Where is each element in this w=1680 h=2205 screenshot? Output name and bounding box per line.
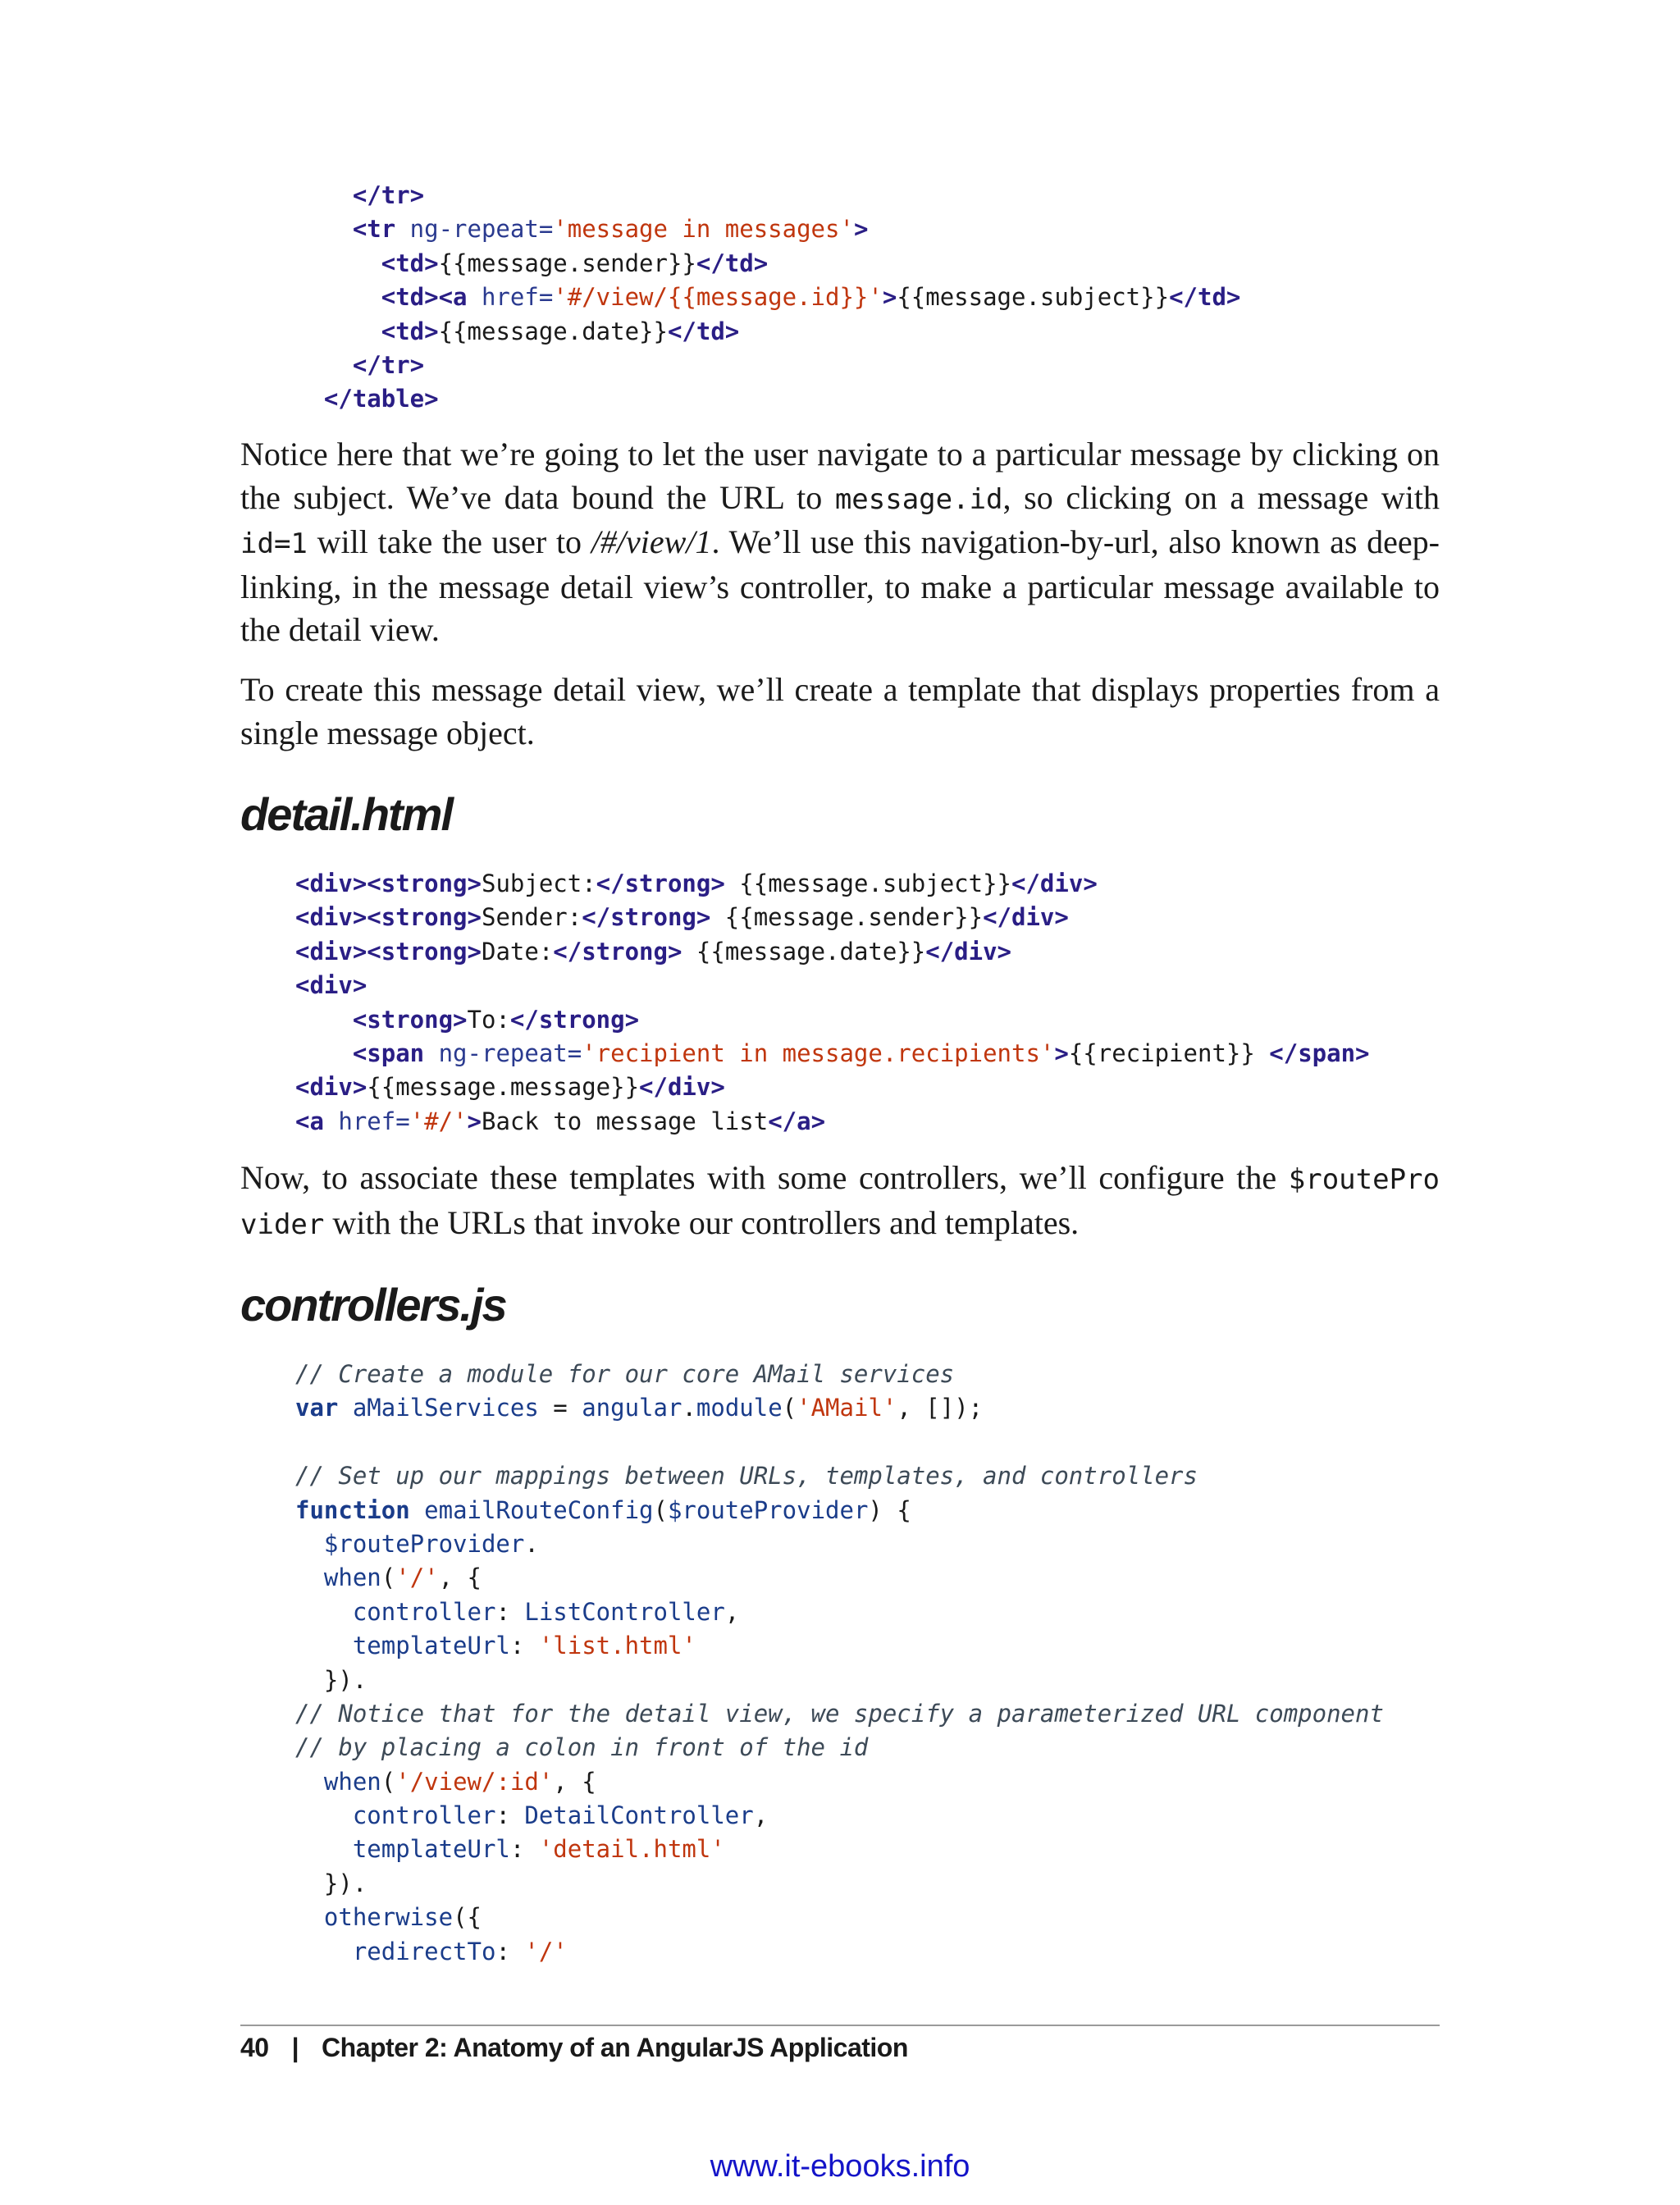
code-token: {{message.subject}} [897, 283, 1170, 312]
code-token: 'message in messages' [553, 215, 854, 244]
code-token: aMailServices [338, 1394, 539, 1422]
code-line [295, 1527, 1384, 1561]
code-token: // Create a module for our core AMail services [295, 1360, 955, 1388]
inline-code: message.id [834, 482, 1003, 516]
text: Now, to associate these templates with some controllers, we’ll configure the [240, 1159, 1289, 1196]
code-line [295, 867, 1370, 901]
code-token: , { [553, 1767, 596, 1796]
code-token: <td> [295, 249, 439, 277]
code-block-detail-html [295, 867, 1370, 1139]
code-token: : [509, 1835, 539, 1864]
code-token: $routeProvider [667, 1495, 869, 1524]
code-line [295, 1071, 1370, 1104]
watermark-link[interactable]: www.it-ebooks.info [710, 2149, 970, 2184]
code-token: </tr> [295, 350, 425, 379]
code-token: '#/view/{{message.id}}' [553, 283, 883, 312]
code-line [295, 315, 1240, 349]
text: with the URLs that invoke our controllers and templates. [324, 1203, 1080, 1241]
code-line [295, 1833, 1384, 1866]
emphasis-url: /#/view/1 [591, 523, 712, 560]
code-token: ng-repeat= [395, 215, 554, 244]
code-token: href= [467, 283, 554, 312]
code-token: templateUrl [295, 1632, 510, 1660]
code-token: </div> [639, 1073, 725, 1102]
inline-code: $routePro vider [240, 1163, 1440, 1241]
code-line [295, 1765, 1384, 1799]
code-token: : [495, 1937, 525, 1965]
code-line [295, 1596, 1384, 1629]
code-token: </td> [696, 249, 769, 277]
code-token: . [524, 1529, 539, 1558]
code-line [295, 1003, 1370, 1037]
code-token: '/' [395, 1564, 439, 1592]
text: will take the user to [307, 523, 591, 560]
code-token: $routeProvider [295, 1529, 525, 1558]
footer-rule [240, 2025, 1440, 2026]
code-token: '#/' [409, 1107, 468, 1135]
code-token: </div> [983, 903, 1069, 932]
code-token: ( [381, 1767, 396, 1796]
code-token: <div><strong> [295, 937, 482, 966]
code-token: > [467, 1107, 482, 1135]
code-line [295, 349, 1240, 382]
page-footer [240, 2033, 908, 2063]
code-line [295, 1561, 1384, 1595]
code-line [295, 935, 1370, 969]
code-token: controller [295, 1801, 496, 1830]
code-token: 'recipient in message.recipients' [582, 1039, 1055, 1067]
code-token: > [1054, 1039, 1069, 1067]
code-token: : [509, 1632, 539, 1660]
code-token: </td> [667, 317, 740, 345]
code-token: {{message.date}} [438, 317, 668, 345]
code-line [295, 1731, 1384, 1764]
code-line [295, 1391, 1384, 1425]
code-token: </span> [1269, 1039, 1370, 1067]
code-token: ListController [524, 1597, 725, 1626]
heading-detail-html: detail.html [240, 788, 453, 840]
code-token: emailRouteConfig [409, 1495, 654, 1524]
code-token: </div> [925, 937, 1012, 966]
code-token: > [853, 215, 869, 244]
code-line [295, 901, 1370, 934]
code-token: }). [295, 1665, 368, 1694]
code-token: // Set up our mappings between URLs, templates, and controllers [295, 1462, 1198, 1491]
code-token: : [495, 1801, 525, 1830]
code-token: controller [295, 1597, 496, 1626]
code-token: </a> [768, 1107, 826, 1135]
code-token: var [295, 1394, 339, 1422]
code-token: otherwise [295, 1903, 454, 1932]
code-token: // Notice that for the detail view, we specify a parameterized URL component [295, 1699, 1384, 1728]
paragraph-route-provider [240, 1157, 1440, 1246]
code-line [295, 281, 1240, 314]
code-token: , { [438, 1564, 482, 1592]
code-token: redirectTo [295, 1937, 496, 1965]
code-token: href= [323, 1107, 410, 1135]
code-line [295, 1105, 1370, 1139]
code-line [295, 1799, 1384, 1833]
code-token: </table> [295, 385, 439, 413]
code-token: DetailController [524, 1801, 754, 1830]
paragraph-deep-linking [240, 433, 1440, 652]
code-token: {{recipient}} [1068, 1039, 1270, 1067]
code-token: ({ [453, 1903, 482, 1932]
code-line [295, 1426, 1384, 1459]
code-token: <div> [295, 971, 368, 1000]
code-token: when [295, 1767, 381, 1796]
code-token: // by placing a colon in front of the id [295, 1733, 869, 1762]
code-token: </strong> [553, 937, 682, 966]
code-token: , [724, 1597, 740, 1626]
page-number: 40 [240, 2033, 269, 2062]
code-token: <div><strong> [295, 870, 482, 897]
code-token [295, 1428, 309, 1456]
code-token: </strong> [596, 870, 725, 897]
chapter-title: Chapter 2: Anatomy of an AngularJS Application [322, 2033, 908, 2062]
code-token: Subject: [481, 870, 596, 897]
code-token: {{message.sender}} [710, 903, 984, 932]
code-token: ) { [868, 1495, 911, 1524]
code-token: . [682, 1394, 696, 1422]
code-token: = [538, 1394, 582, 1422]
code-token: 'list.html' [538, 1632, 696, 1660]
code-token: <div> [295, 1073, 368, 1102]
code-line [295, 1664, 1384, 1697]
code-token: ng-repeat= [424, 1039, 582, 1067]
code-token: : [495, 1597, 525, 1626]
code-token: ( [653, 1495, 668, 1524]
code-token: '/' [524, 1937, 568, 1965]
text: . We’ll use this navigation-by-url, also known as deep-linking, in the message detail view’s controller, to make a particular message available to the detail view. [240, 523, 1440, 648]
code-line [295, 212, 1240, 246]
code-token: , []); [897, 1394, 984, 1422]
code-token: {{message.sender}} [438, 249, 696, 277]
code-line [295, 382, 1240, 416]
code-token: angular [582, 1394, 682, 1422]
code-token: , [753, 1801, 769, 1830]
code-token: 'detail.html' [538, 1835, 725, 1864]
inline-code: id=1 [240, 527, 308, 560]
code-line [295, 1459, 1384, 1493]
code-token: }). [295, 1869, 368, 1897]
code-line [295, 1494, 1384, 1527]
code-line [295, 1037, 1370, 1071]
code-token: <td><a [295, 283, 468, 312]
code-token: <tr [295, 215, 396, 244]
code-token: Back to message list [482, 1107, 769, 1135]
code-token: </strong> [582, 903, 711, 932]
code-token: ( [381, 1564, 396, 1592]
heading-controllers-js: controllers.js [240, 1279, 506, 1331]
code-token: Date: [481, 937, 554, 966]
code-token: templateUrl [295, 1835, 510, 1864]
code-token: <div><strong> [295, 903, 482, 932]
code-token: when [295, 1564, 381, 1592]
code-line [295, 179, 1240, 212]
code-token: 'AMail' [797, 1394, 897, 1422]
code-line [295, 1629, 1384, 1663]
code-token: function [295, 1495, 410, 1524]
code-line [295, 969, 1370, 1002]
code-token: </td> [1169, 283, 1241, 312]
code-line [295, 1697, 1384, 1731]
code-token: <td> [295, 317, 439, 345]
code-token: <strong> [295, 1005, 468, 1034]
text: Notice here that we’re going to let the user navigate to a particular message by clicking on the subject. We’ve data bound the URL to [240, 436, 1440, 516]
footer-separator: | [291, 2033, 299, 2062]
code-token: </strong> [509, 1005, 640, 1034]
code-block-controllers-js [295, 1358, 1384, 1969]
code-block-list-table [295, 179, 1240, 417]
code-token: module [696, 1394, 783, 1422]
code-token: </div> [1011, 870, 1098, 897]
code-token: > [882, 283, 897, 312]
code-line [295, 1935, 1384, 1969]
text: , so clicking on a message with [1002, 478, 1440, 516]
code-token: {{message.date}} [682, 937, 926, 966]
code-token: Sender: [481, 903, 582, 932]
paragraph-detail-view: To create this message detail view, we’ll create a template that displays properties from a single message object. [240, 671, 1440, 751]
code-line [295, 1867, 1384, 1901]
code-token: </tr> [295, 181, 425, 209]
code-token: '/view/:id' [395, 1767, 554, 1796]
code-token: <a [295, 1107, 324, 1135]
code-token: <span [295, 1039, 425, 1067]
code-token: ( [782, 1394, 797, 1422]
code-line [295, 247, 1240, 281]
code-line [295, 1358, 1384, 1391]
code-token: To: [467, 1005, 510, 1034]
code-token: {{message.message}} [367, 1073, 640, 1102]
code-line [295, 1901, 1384, 1934]
code-token: {{message.subject}} [724, 870, 1012, 897]
